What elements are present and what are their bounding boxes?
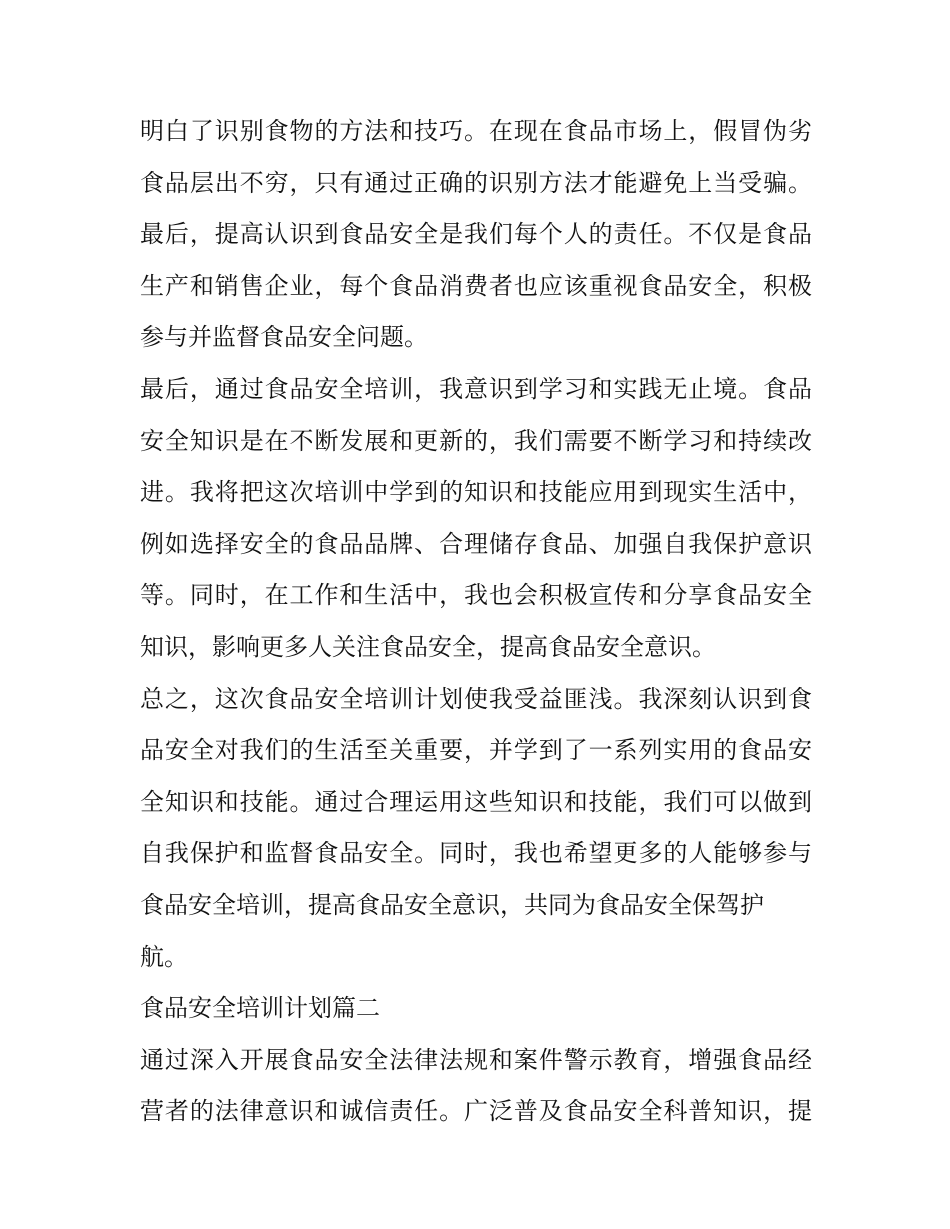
text-line: 参与并监督食品安全问题。 <box>140 323 428 352</box>
text-line: 最后，提高认识到食品安全是我们每个人的责任。不仅是食品 <box>140 220 812 249</box>
text-line: 知识，影响更多人关注食品安全，提高食品安全意识。 <box>140 632 716 661</box>
text-line: 自我保护和监督食品安全。同时，我也希望更多的人能够参与 <box>140 839 812 868</box>
text-line: 航。 <box>140 942 188 971</box>
text-line: 食品安全培训，提高食品安全意识，共同为食品安全保驾护 <box>140 890 764 919</box>
text-line: 进。我将把这次培训中学到的知识和技能应用到现实生活中， <box>140 478 812 507</box>
section-heading: 食品安全培训计划篇二 <box>140 994 380 1023</box>
document-body <box>140 106 812 1138</box>
text-line: 生产和销售企业，每个食品消费者也应该重视食品安全，积极 <box>140 271 812 300</box>
text-line: 品安全对我们的生活至关重要，并学到了一系列实用的食品安 <box>140 736 812 765</box>
text-line: 等。同时，在工作和生活中，我也会积极宣传和分享食品安全 <box>140 581 812 610</box>
text-line: 明白了识别食物的方法和技巧。在现在食品市场上，假冒伪劣 <box>140 117 812 145</box>
text-line: 通过深入开展食品安全法律法规和案件警示教育，增强食品经 <box>140 1045 812 1074</box>
text-line: 最后，通过食品安全培训，我意识到学习和实践无止境。食品 <box>140 374 812 403</box>
text-line: 例如选择安全的食品品牌、合理储存食品、加强自我保护意识 <box>140 529 812 558</box>
text-line: 营者的法律意识和诚信责任。广泛普及食品安全科普知识，提 <box>140 1097 812 1126</box>
text-line: 安全知识是在不断发展和更新的，我们需要不断学习和持续改 <box>140 426 812 455</box>
text-line: 总之，这次食品安全培训计划使我受益匪浅。我深刻认识到食 <box>140 684 812 713</box>
text-line: 全知识和技能。通过合理运用这些知识和技能，我们可以做到 <box>140 787 812 816</box>
text-line: 食品层出不穷，只有通过正确的识别方法才能避免上当受骗。 <box>140 168 812 197</box>
